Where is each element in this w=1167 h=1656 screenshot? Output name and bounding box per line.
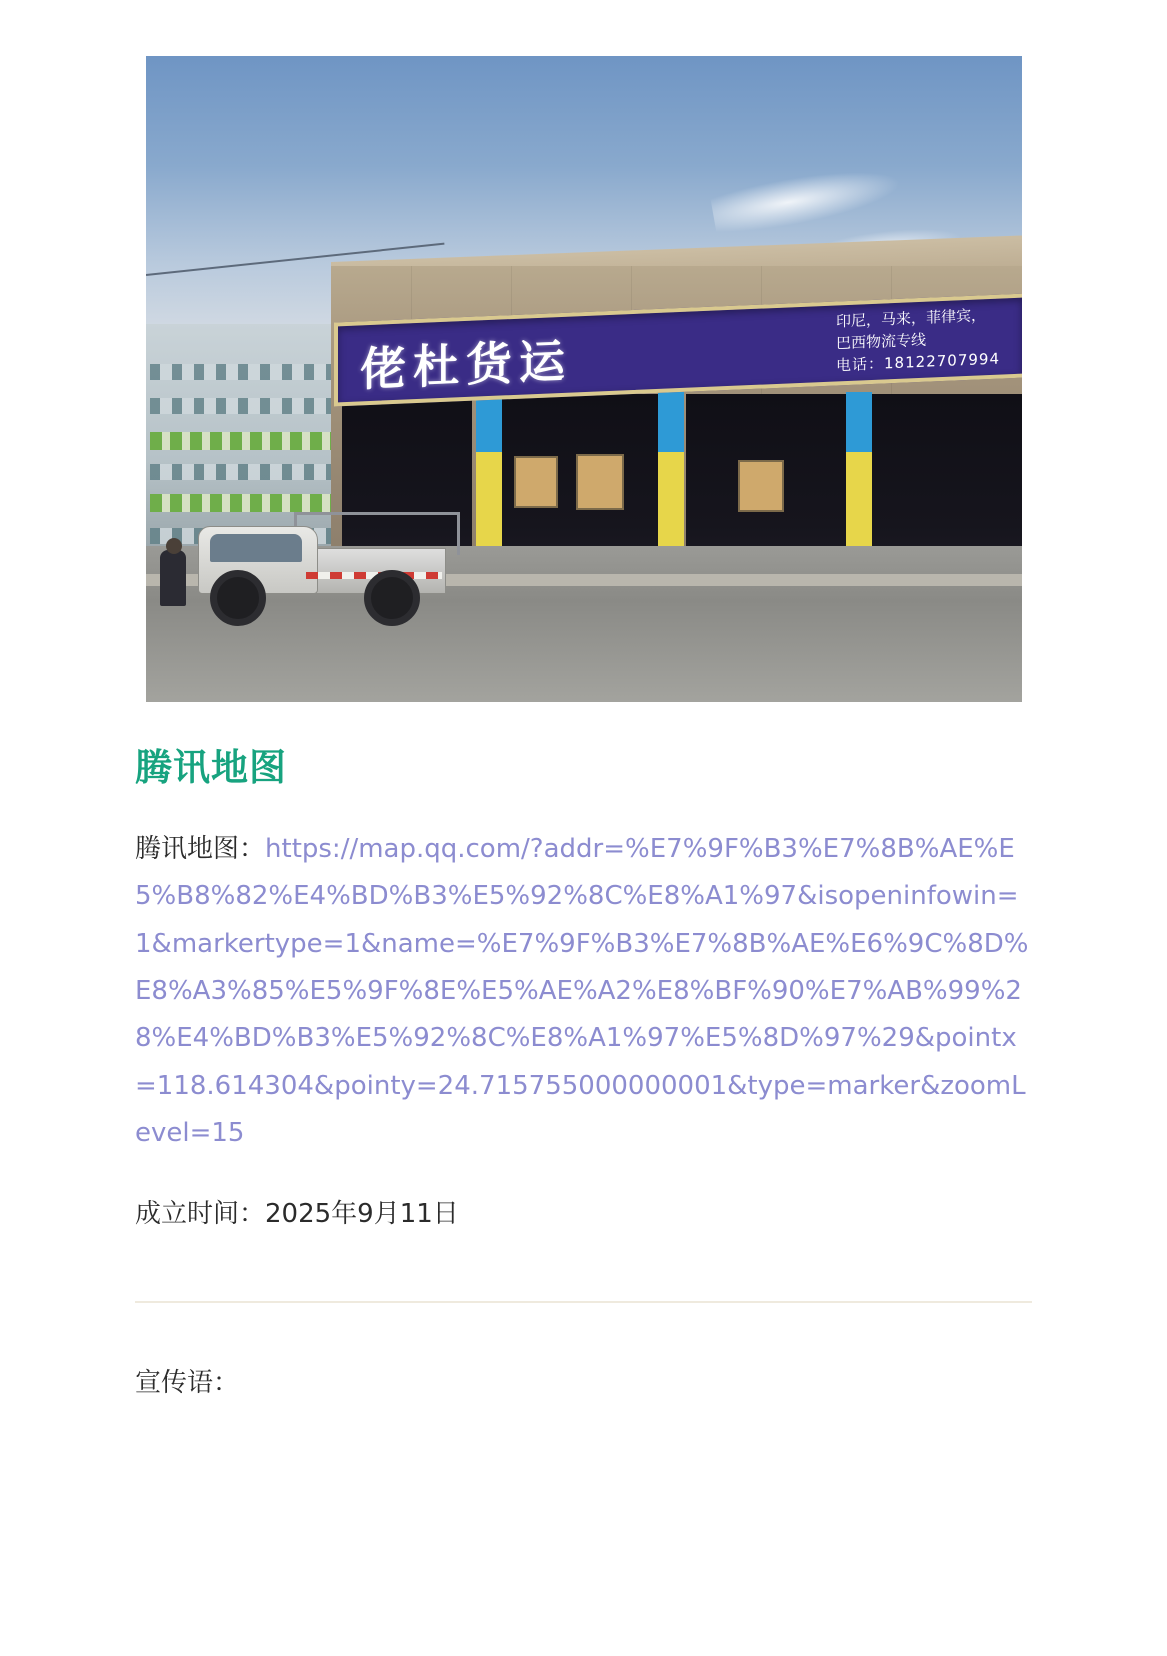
- truck-wheel: [364, 570, 420, 626]
- building-window-row: [150, 364, 338, 380]
- building-window-row: [150, 398, 338, 414]
- building-green-band: [150, 432, 338, 450]
- tencent-map-link[interactable]: https://map.qq.com/?addr=%E7%9F%B3%E7%8B%AE%E5%B8%82%E4%BD%B3%E5%92%8C%E8%A1%97&isopeninfowin=1&markertype=1&name=%E7%9F%B3%E7%8B%AE%E6%9C%8D%E8%A3%85%E5%9F%8E%E5%AE%A2%E8%BF%90%E7%AB%99%28%E4%BD%B3%E5%92%8C%E8%A1%97%E5%8D%97%29&pointx=118.614304&pointy=24.715755000000001&type=marker&zoomLevel=15: [135, 834, 1029, 1148]
- person-figure: [160, 550, 186, 606]
- slogan-label: 宣传语：: [135, 1367, 240, 1398]
- truck-wheel: [210, 570, 266, 626]
- interior-window: [738, 460, 784, 512]
- map-label: 腾讯地图：: [135, 834, 266, 865]
- pickup-truck: [164, 510, 454, 630]
- sign-line-1: 印尼，马来，菲律宾，: [835, 306, 986, 331]
- page-title: 腾讯地图: [135, 746, 287, 789]
- shop-name-text: 佬杜货运: [359, 333, 572, 397]
- photo-canvas: [146, 56, 1022, 702]
- founded-date: 成立时间：2025年9月11日: [135, 1199, 459, 1230]
- building-window-row: [150, 464, 338, 480]
- map-paragraph: [135, 826, 1032, 1157]
- sign-line-2: 巴西物流专线: [835, 330, 926, 353]
- section-divider: [135, 1301, 1032, 1303]
- interior-window: [576, 454, 624, 510]
- interior-window: [514, 456, 558, 508]
- sign-phone: 电话：18122707994: [835, 349, 1000, 374]
- person-head: [166, 538, 182, 554]
- storefront-photo: [146, 56, 1022, 702]
- shop-sign-details: [836, 305, 1000, 377]
- truck-window: [210, 534, 302, 562]
